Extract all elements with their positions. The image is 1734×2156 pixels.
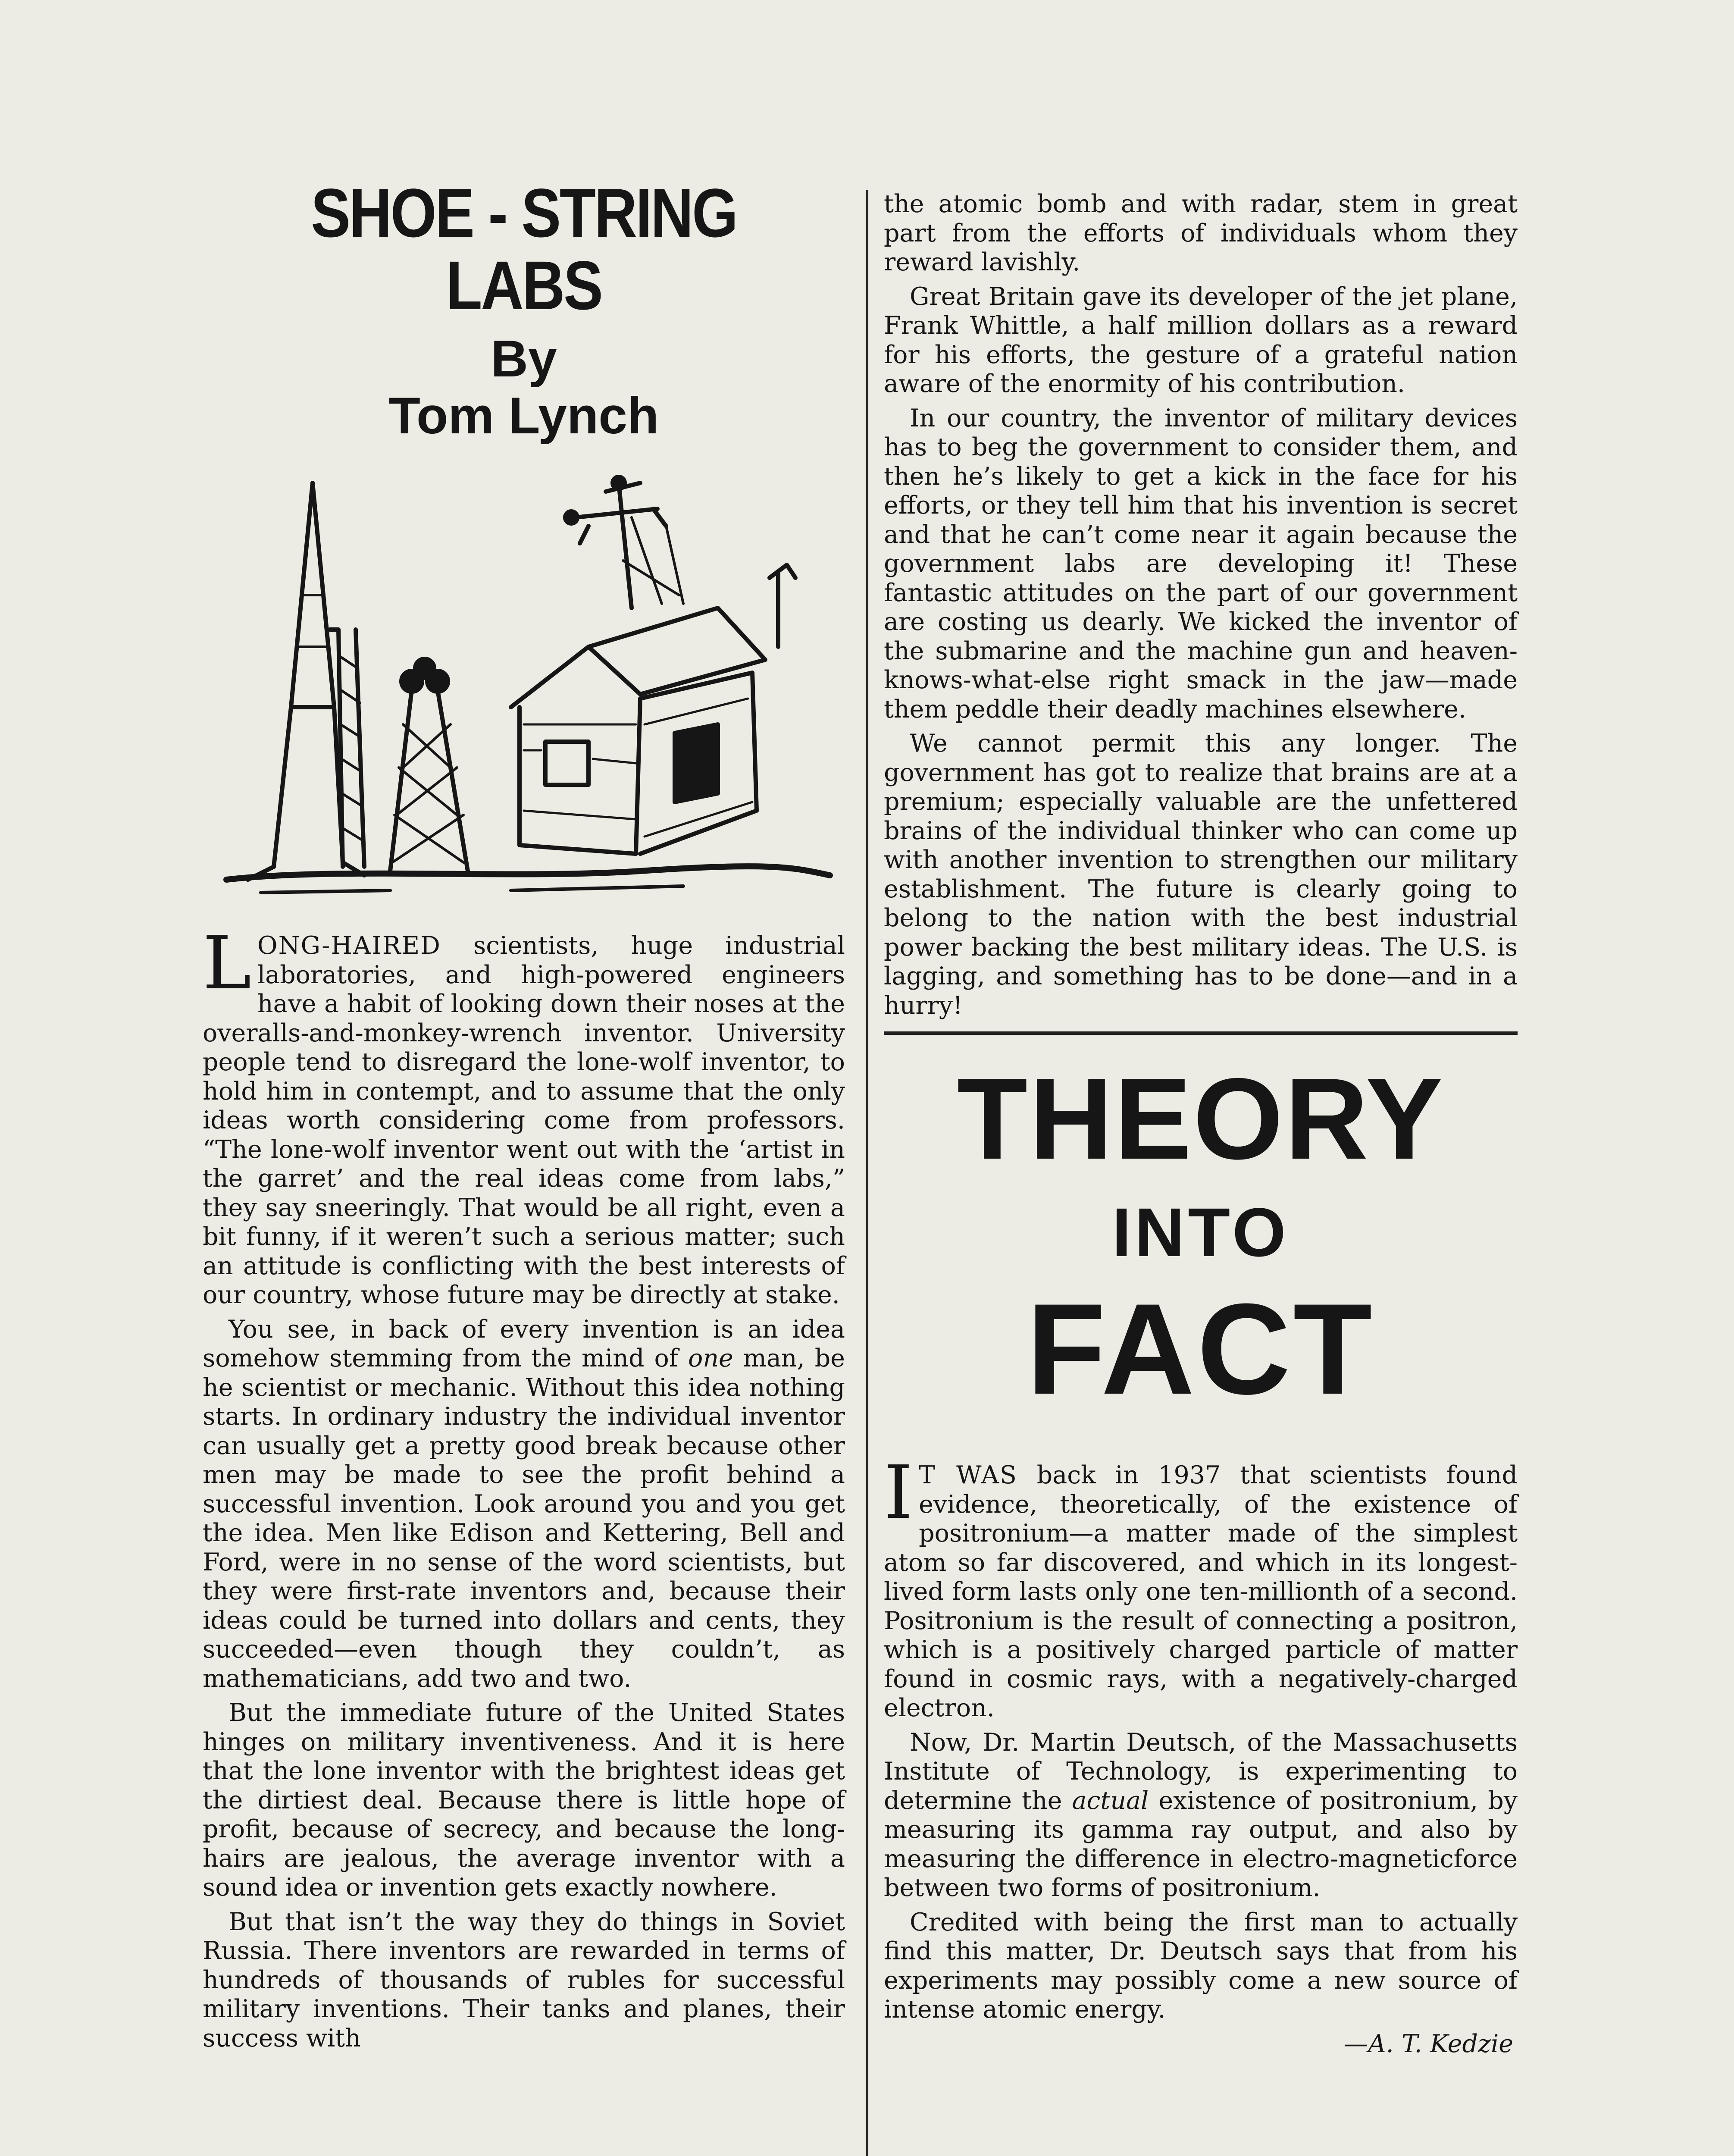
paragraph: But the immediate future of the United States hinges on military inventiveness. And it is here that the lone inventor with the brightest ideas get the dirtiest deal. Because there is little hope of profit, because of secrecy, and because the long-hairs are jealous, the average inventor with a sound idea or invention gets exactly nowhere. — [203, 1698, 845, 1902]
lead-word: T WAS — [919, 1461, 1017, 1489]
paragraph — [203, 921, 845, 1310]
paragraph: Now, Dr. Martin Deutsch, of the Massachusetts Institute of Technology, is experimenting to determine the actual existence of positronium, by measuring its gamma ray output, and also by measuring the difference in electro-magneticforce between two forms of positronium. — [884, 1728, 1518, 1902]
drop-cap: I — [884, 1450, 913, 1536]
column-divider — [866, 190, 868, 2156]
right-column — [884, 190, 1518, 2156]
lead-word: ONG-HAIRED — [257, 931, 441, 960]
author-signature: —A. T. Kedzie — [1343, 2029, 1513, 2058]
paragraph: But that isn’t the way they do things in Soviet Russia. There inventors are rewarded in terms of hundreds of thousands of rubles for successful military inventions. Their tanks and planes, their success with — [203, 1907, 845, 2053]
left-column — [203, 174, 845, 2156]
article2-title-line2: INTO — [1112, 1194, 1290, 1271]
drop-cap: L — [203, 921, 251, 1006]
paragraph: I T WAS back in 1937 that scientists found evidence, theoretically, of the existence of positronium—a matter made of the simplest atom so far discovered, and which in its longest-lived form lasts only one ten-millionth of a second. Positronium is the result of connecting a positron, which is a positively charged particle of matter found in cosmic rays, with a negatively-charged electron. — [884, 1450, 1518, 1722]
lab-illustration — [209, 466, 839, 906]
paragraph: You see, in back of every invention is an idea somehow stemming from the mind of one man, be he scientist or mechanic. Without this idea nothing starts. In ordinary industry the individual inventor can usually get a pretty good break because other men may be made to see the profit behind a successful invention. Look around you and you get the idea. Men like Edison and Kettering, Bell and Ford, were in no sense of the word scientists, but they were first-rate inventors and, because their ideas could be turned into dollars and cents, they succeeded—even though they couldn’t, as mathematicians, add two and two. — [203, 1315, 845, 1693]
byline-by: By — [491, 330, 557, 388]
byline-author: Tom Lynch — [388, 387, 659, 445]
emphasis: actual — [1072, 1786, 1149, 1815]
paragraph-text: scientists, huge industrial laboratories, and high-powered engineers have a habit of looking down their noses at the overalls-and-monkey-wrench inventor. University people tend to disregard the lone-wolf inventor, to hold him in contempt, and to assume that the only ideas worth considering come from professors. “The lone-wolf inventor went out with the ‘artist in the garret’ and the real ideas come from labs,” they say sneeringly. That would be all right, even a bit funny, if it weren’t such a serious matter; such an attitude is conflicting with the best interests of our country, whose future may be directly at stake. — [203, 931, 845, 1309]
paragraph: the atomic bomb and with radar, stem in great part from the efforts of individuals whom they reward lavishly. — [884, 190, 1518, 276]
article-title: SHOE - STRING LABS — [311, 174, 737, 324]
emphasis: one — [688, 1344, 733, 1373]
paragraph: In our country, the inventor of military devices has to beg the government to consider them, and then he’s likely to get a kick in the face for his efforts, or they tell him that his invention is secret and that he can’t come near it again because the government labs are developing it! These fantastic attitudes on the part of our government are costing us dearly. We kicked the inventor of the submarine and the machine gun and heaven-knows-what-else right smack in the jaw—made them peddle their deadly machines elsewhere. — [884, 404, 1518, 724]
article1-left-text — [203, 921, 845, 2053]
article1-right-text — [884, 190, 1518, 1020]
paragraph: We cannot permit this any longer. The government has got to realize that brains are at a premium; especially valuable are the unfettered brains of the individual thinker who can come up with another invention to strengthen our military establishment. The future is clearly going to belong to the nation with the best industrial power backing the best military ideas. The U.S. is lagging, and something has to be done—and in a hurry! — [884, 729, 1518, 1020]
paragraph: Credited with being the first man to actually find this matter, Dr. Deutsch says that from his experiments may possibly come a new source of intense atomic energy. — [884, 1908, 1518, 2024]
article2-text — [884, 1450, 1518, 2059]
section-rule — [884, 1031, 1518, 1035]
article2-title-line3: FACT — [1027, 1276, 1375, 1421]
article2-title-line1: THEORY — [957, 1054, 1445, 1183]
paragraph: Great Britain gave its developer of the jet plane, Frank Whittle, a half million dollars as a reward for his efforts, the gesture of a grateful nation aware of the enormity of his contribution. — [884, 282, 1518, 398]
